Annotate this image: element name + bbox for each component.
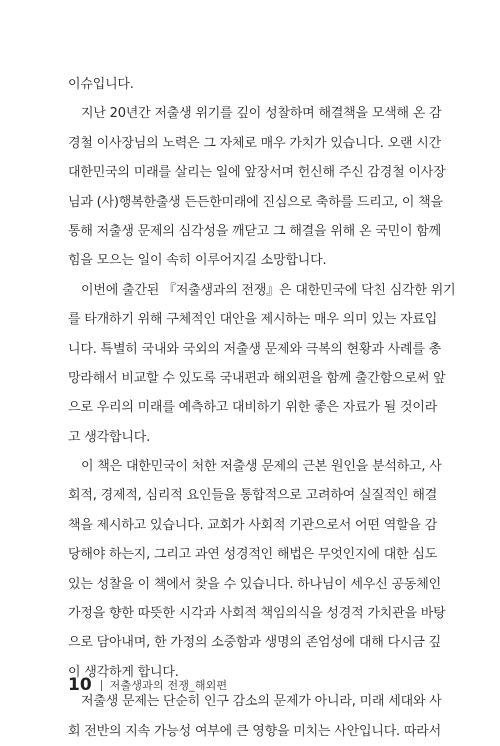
text-line: 회 전반의 지속 가능성 여부에 큰 영향을 미치는 사안입니다. 따라서: [68, 723, 441, 739]
footer-divider: [101, 680, 102, 691]
page-number: 10: [68, 675, 92, 695]
text-line: 으로 우리의 미래를 예측하고 대비하기 위한 좋은 자료가 될 것이라: [68, 400, 438, 416]
text-line: 으로 담아내며, 한 가정의 소중함과 생명의 존엄성에 대해 다시금 깊: [68, 635, 441, 651]
text-line: 이 생각하게 합니다.: [68, 664, 179, 680]
text-line: 를 타개하기 위해 구체적인 대안을 제시하는 매우 의미 있는 자료입: [68, 312, 438, 328]
text-line: 힘을 모으는 일이 속히 이루어지길 소망합니다.: [68, 253, 327, 269]
page-footer: [68, 674, 227, 696]
text-line: 지난 20년간 저출생 위기를 깊이 성찰하며 해결책을 모색해 온 감: [81, 106, 442, 122]
running-title: 저출생과의 전쟁_해외편: [109, 679, 228, 692]
text-line: 망라해서 비교할 수 있도록 국내편과 해외편을 함께 출간함으로써 앞: [68, 370, 446, 386]
text-line: 회적, 경제적, 심리적 요인들을 통합적으로 고려하여 실질적인 해결: [68, 488, 438, 504]
text-line: 이번에 출간된 『저출생과의 전쟁』은 대한민국에 닥친 심각한 위기: [81, 282, 456, 298]
text-line: 고 생각합니다.: [68, 429, 151, 445]
body-text: [68, 70, 456, 746]
text-line: 이슈입니다.: [68, 77, 134, 92]
text-line: 저출생 문제는 단순히 인구 감소의 문제가 아니라, 미래 세대와 사: [81, 694, 442, 710]
text-line: 당해야 하는지, 그리고 과연 성경적인 해법은 무엇인지에 대한 심도: [68, 547, 438, 563]
text-line: 있는 성찰을 이 책에서 찾을 수 있습니다. 하나님이 세우신 공동체인: [68, 576, 441, 592]
text-line: 경철 이사장님의 노력은 그 자체로 매우 가치가 있습니다. 오랜 시간: [68, 135, 441, 151]
text-line: 님과 (사)행복한출생 든든한미래에 진심으로 축하를 드리고, 이 책을: [68, 194, 443, 210]
text-line: 니다. 특별히 국내와 국외의 저출생 문제와 극복의 현황과 사례를 총: [68, 341, 441, 357]
text-line: 대한민국의 미래를 살리는 일에 앞장서며 헌신해 주신 감경철 이사장: [68, 165, 446, 181]
text-line: 가정을 향한 따뜻한 시각과 사회적 책임의식을 성경적 가치관을 바탕: [68, 606, 446, 622]
text-line: 통해 저출생 문제의 심각성을 깨닫고 그 해결을 위해 온 국민이 함께: [68, 223, 441, 239]
text-line: 책을 제시하고 있습니다. 교회가 사회적 기관으로서 어떤 역할을 감: [68, 517, 438, 533]
text-line: 이 책은 대한민국이 처한 저출생 문제의 근본 원인을 분석하고, 사: [81, 459, 442, 475]
